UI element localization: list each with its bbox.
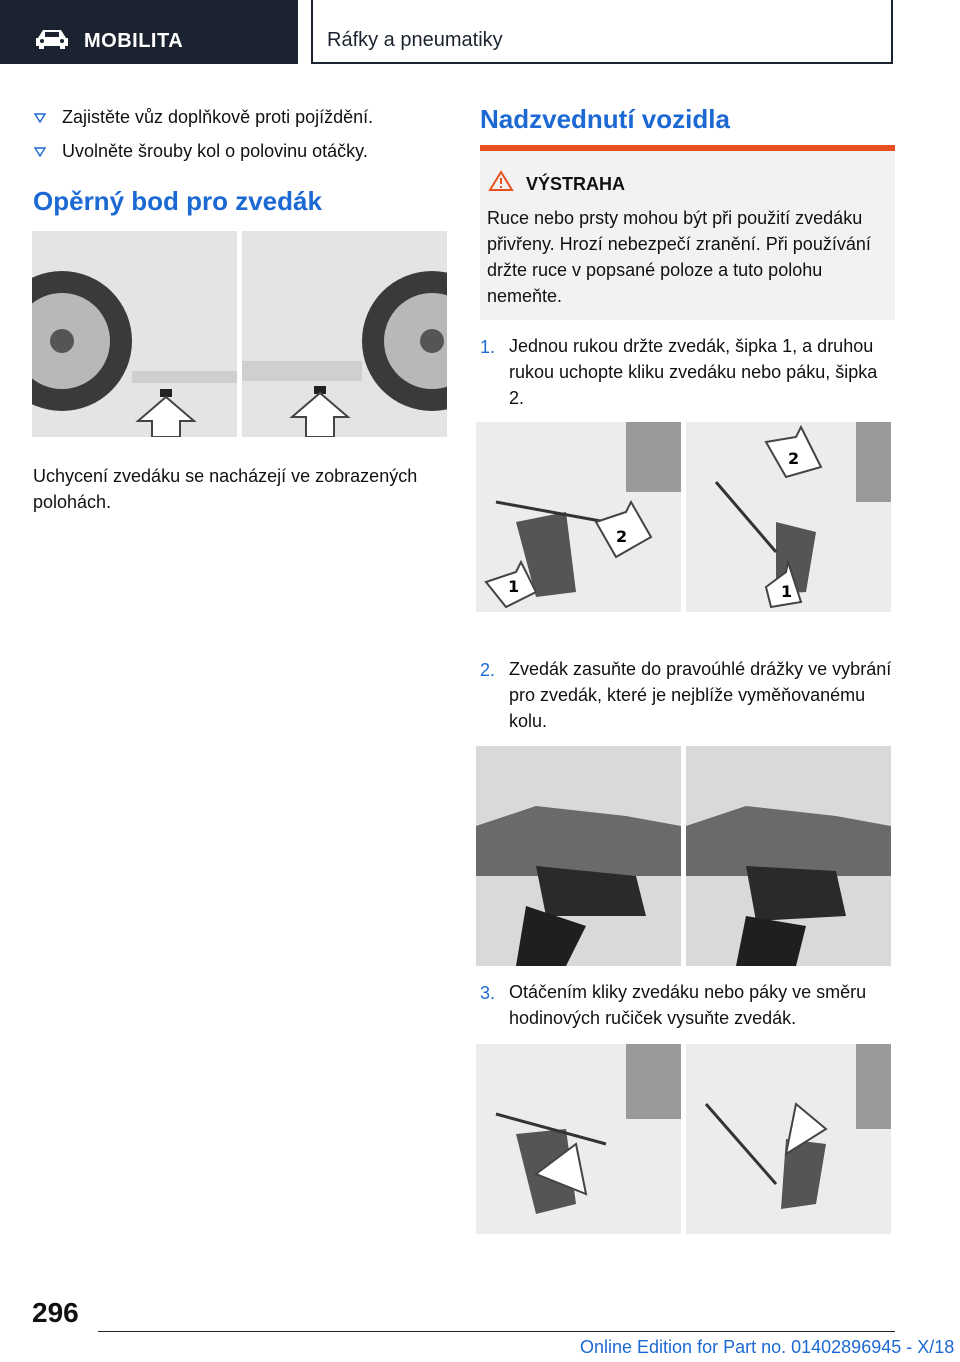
triangle-bullet-icon: [34, 113, 46, 123]
jack-handling-figure: [476, 422, 891, 612]
jack-cranking-figure: [476, 1044, 891, 1234]
bullet-text: Zajistěte vůz doplňkově proti pojíždění.: [62, 107, 374, 127]
step-number: 1.: [480, 337, 496, 357]
step-number: 2.: [480, 660, 496, 680]
step-text: Zvedák zasuňte do pravoúhlé drážky ve vybrání pro zvedák, které je nejblíže vyměňovanému kolu.: [509, 659, 892, 731]
triangle-bullet-icon: [34, 147, 46, 157]
arrow-2-label: 2: [788, 449, 800, 468]
car-icon: [34, 28, 70, 50]
jack-insertion-figure: [476, 746, 891, 966]
warning-triangle-icon: [488, 170, 514, 192]
jack-points-figure: [32, 231, 447, 437]
warning-text: Ruce nebo prsty mohou být při použití zvedáku přivřeny. Hrozí nebezpečí zranění. Při používání držte ruce v popsané poloze a tuto polohu nemeňte.: [487, 208, 871, 306]
bullet-item: [34, 105, 444, 129]
section-tab: [0, 0, 298, 64]
footer-divider: [98, 1331, 895, 1332]
step-text: Otáčením kliky zvedáku nebo páky ve směru hodinových ručiček vysuňte zvedák.: [509, 982, 867, 1028]
arrow-2-label: 2: [616, 527, 628, 546]
chapter-tab: [311, 0, 893, 64]
arrow-1-label: 1: [781, 582, 793, 601]
warning-title: VÝSTRAHA: [526, 174, 626, 194]
jack-point-heading: Opěrný bod pro zvedák: [33, 186, 322, 216]
lift-vehicle-heading: Nadzvednutí vozidla: [480, 104, 730, 134]
bullet-text: Uvolněte šrouby kol o polovinu otáčky.: [62, 141, 368, 161]
footer-text: Online Edition for Part no. 01402896945 - X/18: [580, 1337, 955, 1357]
jack-point-caption: Uchycení zvedáku se nacházejí ve zobrazených polohách.: [33, 466, 418, 512]
bullet-item: [34, 139, 444, 163]
step-text: Jednou rukou držte zvedák, šipka 1, a druhou rukou uchopte kliku zvedáku nebo páku, šipka 2.: [509, 336, 878, 408]
chapter-title: Ráfky a pneumatiky: [327, 29, 503, 51]
arrow-1-label: 1: [508, 577, 520, 596]
page-number: 296: [32, 1297, 79, 1328]
step-number: 3.: [480, 983, 496, 1003]
section-title: MOBILITA: [84, 30, 184, 52]
